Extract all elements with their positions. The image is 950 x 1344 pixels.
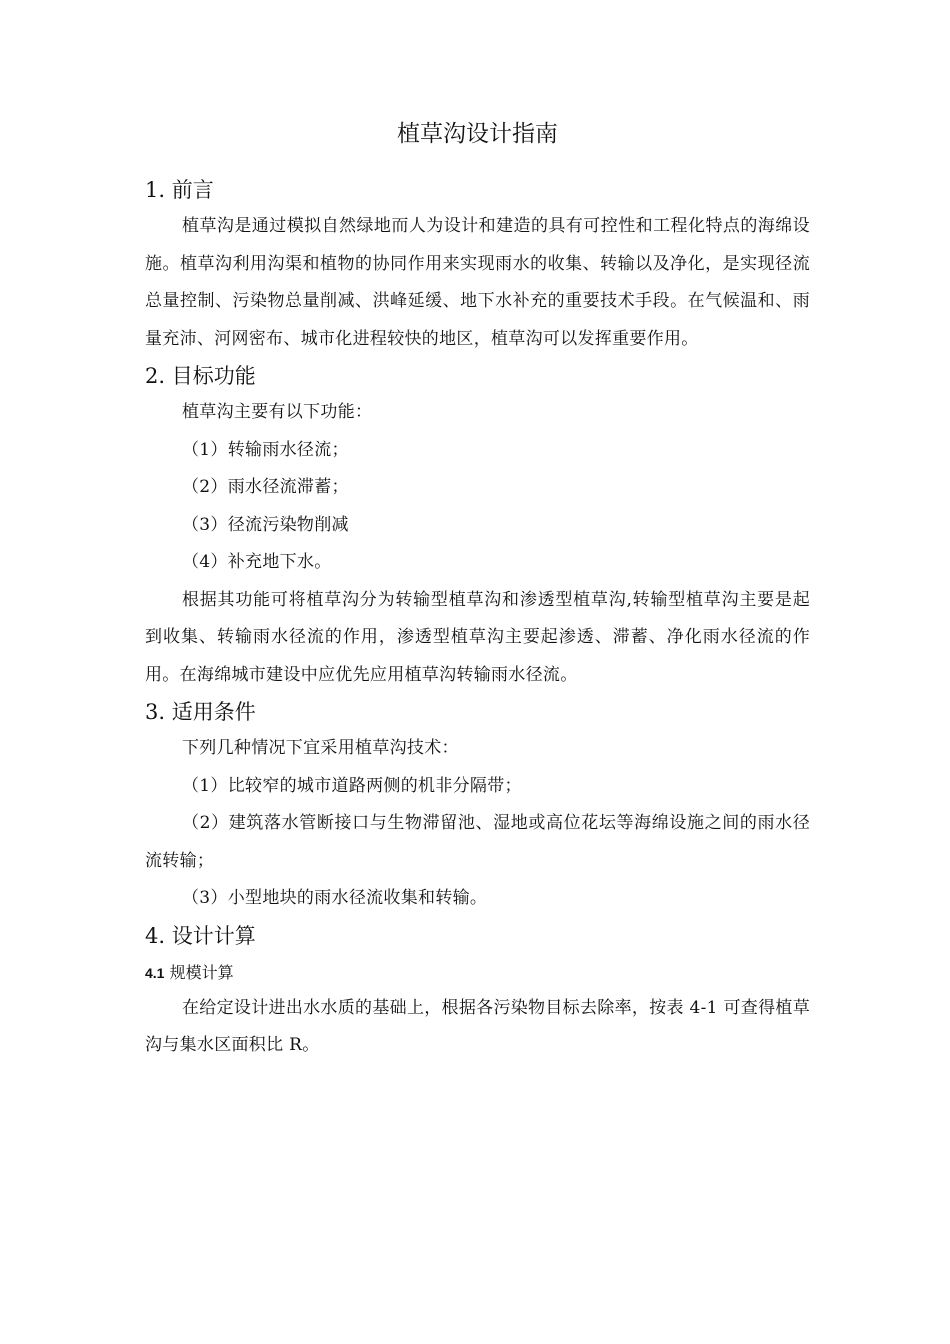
list-item: （1）转输雨水径流； [182, 439, 349, 460]
list-item: （3）小型地块的雨水径流收集和转输。 [182, 888, 488, 908]
section-4-paragraph: 在给定设计进出水水质的基础上，根据各污染物目标去除率，按表 4-1 可查得植草沟与集水区面积比 R。 [145, 997, 810, 1055]
section-heading-3: 3. 适用条件 [145, 700, 256, 724]
document-title: 植草沟设计指南 [397, 121, 558, 147]
section-3-intro: 下列几种情况下宜采用植草沟技术： [182, 738, 459, 758]
list-item: （2）雨水径流滞蓄； [182, 477, 349, 497]
subsection-number: 4.1 [145, 964, 165, 981]
document-body [145, 114, 810, 1065]
subsection-heading-4-1 [145, 958, 810, 988]
section-2-paragraph: 根据其功能可将植草沟分为转输型植草沟和渗透型植草沟,转输型植草沟主要是起到收集、转输雨水径流的作用，渗透型植草沟主要起渗透、滞蓄、净化雨水径流的作用。在海绵城市建设中应优先应用植草沟转输雨水径流。 [145, 589, 810, 685]
list-item: （2）建筑落水管断接口与生物滞留池、湿地或高位花坛等海绵设施之间的雨水径流转输； [145, 813, 810, 871]
section-1-paragraph: 植草沟是通过模拟自然绿地而人为设计和建造的具有可控性和工程化特点的海绵设施。植草沟利用沟渠和植物的协同作用来实现雨水的收集、转输以及净化，是实现径流总量控制、污染物总量削减、洪峰延缓、地下水补充的重要技术手段。在气候温和、雨量充沛、河网密布、城市化进程较快的地区，植草沟可以发挥重要作用。 [145, 216, 810, 349]
subsection-title: 规模计算 [169, 962, 234, 982]
section-heading-4: 4. 设计计算 [145, 923, 256, 948]
list-item: （3）径流污染物削减 [182, 514, 349, 535]
list-item: （4）补充地下水。 [182, 552, 332, 572]
section-heading-1: 1. 前言 [145, 178, 214, 202]
section-2-intro: 植草沟主要有以下功能： [182, 402, 373, 422]
section-heading-2: 2. 目标功能 [145, 364, 256, 388]
list-item: （1）比较窄的城市道路两侧的机非分隔带； [182, 775, 522, 796]
